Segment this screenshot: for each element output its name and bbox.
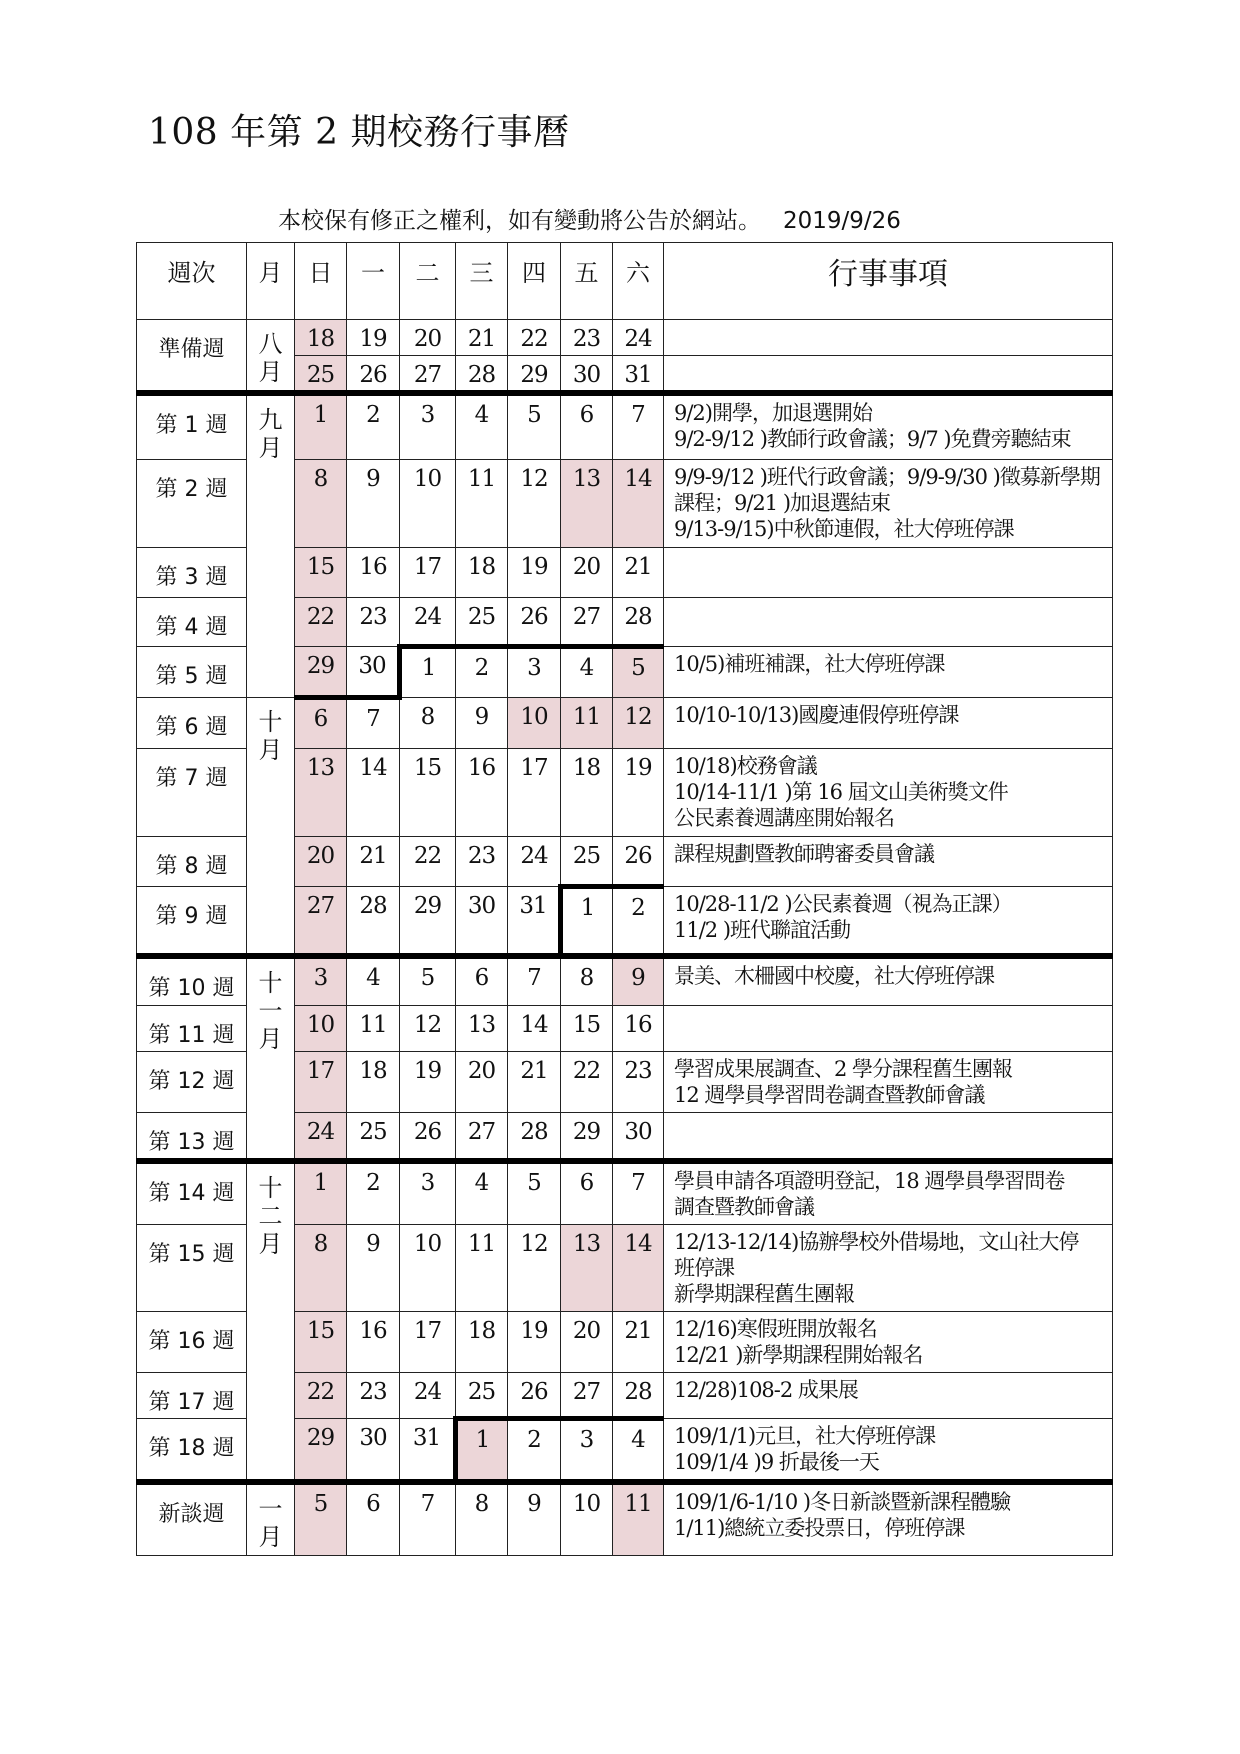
day-cell: 11 [347, 1005, 400, 1052]
header-week: 週次 [137, 243, 247, 320]
event-line: 新學期課程舊生團報 [674, 1281, 854, 1306]
day-cell: 20 [400, 320, 456, 356]
events-cell [664, 1005, 1113, 1052]
day-cell: 18 [347, 1052, 400, 1112]
day-cell: 3 [400, 393, 456, 460]
day-cell: 8 [561, 956, 613, 1005]
day-cell: 31 [613, 355, 664, 393]
day-cell: 21 [347, 836, 400, 886]
notice-line [278, 202, 901, 235]
day-cell: 14 [613, 460, 664, 548]
day-cell: 30 [456, 886, 508, 956]
events-cell [664, 320, 1113, 356]
day-cell: 7 [347, 698, 400, 749]
day-cell: 9 [613, 956, 664, 1005]
events-cell [664, 647, 1113, 698]
event-line: 11/2 )班代聯誼活動 [674, 917, 851, 942]
week-label: 第 6 週 [137, 698, 247, 749]
day-cell: 14 [613, 1224, 664, 1312]
event-line: 9/2)開學，加退選開始 [674, 401, 872, 426]
day-cell: 7 [613, 393, 664, 460]
day-cell: 10 [400, 1224, 456, 1312]
week-label: 第 10 週 [137, 956, 247, 1005]
day-cell: 2 [508, 1419, 561, 1482]
header-month: 月 [247, 243, 295, 320]
week-label: 第 16 週 [137, 1312, 247, 1372]
week-row [137, 1161, 1113, 1224]
day-cell: 9 [456, 698, 508, 749]
day-cell: 23 [561, 320, 613, 356]
event-line: 109/1/4 )9 折最後一天 [674, 1450, 879, 1475]
day-cell: 18 [295, 320, 347, 356]
week-row [137, 393, 1113, 460]
day-cell: 3 [561, 1419, 613, 1482]
header-sun: 日 [295, 243, 347, 320]
day-cell: 1 [295, 393, 347, 460]
day-cell: 18 [456, 548, 508, 598]
day-cell: 16 [613, 1005, 664, 1052]
day-cell: 10 [400, 460, 456, 548]
day-cell: 3 [508, 647, 561, 698]
week-label: 第 1 週 [137, 393, 247, 460]
day-cell: 28 [347, 886, 400, 956]
day-cell: 21 [508, 1052, 561, 1112]
header-tue: 二 [400, 243, 456, 320]
day-cell: 25 [295, 355, 347, 393]
day-cell: 11 [456, 460, 508, 548]
day-cell: 30 [347, 1419, 400, 1482]
week-label: 第 13 週 [137, 1112, 247, 1161]
event-line: 景美、木柵國中校慶，社大停班停課 [674, 963, 994, 988]
week-row [137, 956, 1113, 1005]
event-line: 9/13-9/15)中秋節連假，社大停班停課 [674, 517, 1014, 542]
month-label: 十 月 [247, 698, 295, 956]
month-label: 一 月 [247, 1482, 295, 1556]
day-cell: 12 [400, 1005, 456, 1052]
day-cell: 26 [508, 1372, 561, 1419]
day-cell: 29 [508, 355, 561, 393]
day-cell: 2 [456, 647, 508, 698]
month-label: 十 二 月 [247, 1161, 295, 1482]
day-cell: 17 [295, 1052, 347, 1112]
day-cell: 5 [508, 393, 561, 460]
events-cell [664, 698, 1113, 749]
header-mon: 一 [347, 243, 400, 320]
day-cell: 4 [613, 1419, 664, 1482]
day-cell: 21 [456, 320, 508, 356]
events-cell [664, 1052, 1113, 1112]
week-label: 第 5 週 [137, 647, 247, 698]
event-line: 12/28)108-2 成果展 [674, 1377, 858, 1402]
month-label: 九 月 [247, 393, 295, 698]
day-cell: 26 [347, 355, 400, 393]
events-cell [664, 1224, 1113, 1312]
event-line: 9/9-9/12 )班代行政會議；9/9-9/30 )徵募新學期 [674, 465, 1100, 490]
page-title: 108 年第 2 期校務行事曆 [148, 112, 570, 153]
day-cell: 28 [456, 355, 508, 393]
event-line: 調查暨教師會議 [674, 1195, 814, 1220]
event-line: 12/13-12/14)協辦學校外借場地，文山社大停 [674, 1229, 1079, 1254]
day-cell: 7 [400, 1482, 456, 1556]
day-cell: 1 [456, 1419, 508, 1482]
day-cell: 22 [295, 1372, 347, 1419]
day-cell: 24 [400, 1372, 456, 1419]
day-cell: 19 [613, 749, 664, 837]
day-cell: 1 [400, 647, 456, 698]
events-cell [664, 1112, 1113, 1161]
day-cell: 10 [295, 1005, 347, 1052]
week-label: 第 8 週 [137, 836, 247, 886]
revision-date: 2019/9/26 [783, 208, 901, 234]
day-cell: 29 [400, 886, 456, 956]
day-cell: 27 [400, 355, 456, 393]
day-cell: 16 [347, 548, 400, 598]
event-line: 課程規劃暨教師聘審委員會議 [674, 841, 934, 866]
day-cell: 26 [400, 1112, 456, 1161]
day-cell: 12 [613, 698, 664, 749]
week-label: 第 9 週 [137, 886, 247, 956]
day-cell: 4 [456, 1161, 508, 1224]
day-cell: 25 [456, 1372, 508, 1419]
day-cell: 10 [561, 1482, 613, 1556]
day-cell: 3 [400, 1161, 456, 1224]
event-line: 12 週學員學習問卷調查暨教師會議 [674, 1083, 985, 1108]
events-cell [664, 597, 1113, 647]
day-cell: 31 [508, 886, 561, 956]
week-label: 準備週 [137, 320, 247, 394]
day-cell: 25 [347, 1112, 400, 1161]
day-cell: 19 [508, 1312, 561, 1372]
day-cell: 27 [295, 886, 347, 956]
day-cell: 15 [400, 749, 456, 837]
day-cell: 6 [295, 698, 347, 749]
day-cell: 6 [347, 1482, 400, 1556]
event-line: 10/18)校務會議 [674, 754, 817, 779]
day-cell: 27 [456, 1112, 508, 1161]
day-cell: 23 [456, 836, 508, 886]
day-cell: 13 [295, 749, 347, 837]
event-line: 109/1/6-1/10 )冬日新談暨新課程體驗 [674, 1489, 1011, 1514]
day-cell: 22 [561, 1052, 613, 1112]
day-cell: 12 [508, 1224, 561, 1312]
day-cell: 15 [561, 1005, 613, 1052]
day-cell: 4 [347, 956, 400, 1005]
day-cell: 19 [400, 1052, 456, 1112]
events-cell [664, 886, 1113, 956]
notice-text: 本校保有修正之權利，如有變動將公告於網站。 [278, 208, 761, 234]
event-line: 班停課 [674, 1255, 734, 1280]
header-sat: 六 [613, 243, 664, 320]
day-cell: 13 [561, 460, 613, 548]
day-cell: 2 [613, 886, 664, 956]
day-cell: 22 [400, 836, 456, 886]
day-cell: 7 [613, 1161, 664, 1224]
day-cell: 30 [561, 355, 613, 393]
day-cell: 17 [400, 1312, 456, 1372]
event-line: 9/2-9/12 )教師行政會議；9/7 )免費旁聽結束 [674, 427, 1071, 452]
day-cell: 6 [561, 393, 613, 460]
day-cell: 28 [508, 1112, 561, 1161]
day-cell: 24 [613, 320, 664, 356]
event-line: 10/5)補班補課，社大停班停課 [674, 652, 945, 677]
day-cell: 6 [561, 1161, 613, 1224]
day-cell: 18 [561, 749, 613, 837]
week-label: 第 17 週 [137, 1372, 247, 1419]
day-cell: 25 [561, 836, 613, 886]
header-events: 行事事項 [664, 243, 1113, 320]
event-line: 12/21 )新學期課程開始報名 [674, 1343, 923, 1368]
day-cell: 5 [613, 647, 664, 698]
day-cell: 2 [347, 1161, 400, 1224]
day-cell: 8 [295, 1224, 347, 1312]
events-cell [664, 393, 1113, 460]
day-cell: 16 [347, 1312, 400, 1372]
day-cell: 14 [347, 749, 400, 837]
day-cell: 4 [561, 647, 613, 698]
day-cell: 8 [295, 460, 347, 548]
week-label: 第 2 週 [137, 460, 247, 548]
week-row [137, 698, 1113, 749]
event-line: 學員申請各項證明登記，18 週學員學習問卷 [674, 1169, 1065, 1194]
day-cell: 12 [508, 460, 561, 548]
event-line: 12/16)寒假班開放報名 [674, 1317, 877, 1342]
day-cell: 8 [456, 1482, 508, 1556]
event-line: 公民素養週講座開始報名 [674, 806, 894, 831]
day-cell: 26 [613, 836, 664, 886]
week-label: 新談週 [137, 1482, 247, 1556]
day-cell: 30 [613, 1112, 664, 1161]
events-cell [664, 836, 1113, 886]
day-cell: 20 [295, 836, 347, 886]
day-cell: 27 [561, 1372, 613, 1419]
day-cell: 16 [456, 749, 508, 837]
day-cell: 9 [347, 1224, 400, 1312]
day-cell: 29 [561, 1112, 613, 1161]
day-cell: 17 [400, 548, 456, 598]
day-cell: 20 [561, 1312, 613, 1372]
week-row [137, 320, 1113, 356]
header-row [137, 243, 1113, 320]
day-cell: 17 [508, 749, 561, 837]
day-cell: 23 [347, 1372, 400, 1419]
day-cell: 3 [295, 956, 347, 1005]
events-cell [664, 548, 1113, 598]
event-line: 10/14-11/1 )第 16 屆文山美術獎文件 [674, 780, 1008, 805]
day-cell: 11 [561, 698, 613, 749]
day-cell: 15 [295, 1312, 347, 1372]
events-cell [664, 1482, 1113, 1556]
day-cell: 10 [508, 698, 561, 749]
week-label: 第 3 週 [137, 548, 247, 598]
header-thu: 四 [508, 243, 561, 320]
event-line: 109/1/1)元旦，社大停班停課 [674, 1424, 936, 1449]
day-cell: 26 [508, 597, 561, 647]
calendar-table [136, 242, 1113, 1556]
events-cell [664, 1372, 1113, 1419]
event-line: 10/10-10/13)國慶連假停班停課 [674, 703, 959, 728]
day-cell: 13 [561, 1224, 613, 1312]
day-cell: 5 [400, 956, 456, 1005]
event-line: 1/11)總統立委投票日，停班停課 [674, 1515, 965, 1540]
day-cell: 30 [347, 647, 400, 698]
day-cell: 1 [295, 1161, 347, 1224]
day-cell: 22 [508, 320, 561, 356]
events-cell [664, 1419, 1113, 1482]
day-cell: 20 [456, 1052, 508, 1112]
day-cell: 15 [295, 548, 347, 598]
day-cell: 24 [400, 597, 456, 647]
events-cell [664, 749, 1113, 837]
week-label: 第 7 週 [137, 749, 247, 837]
month-label: 十 一 月 [247, 956, 295, 1161]
day-cell: 25 [456, 597, 508, 647]
day-cell: 23 [613, 1052, 664, 1112]
day-cell: 9 [347, 460, 400, 548]
day-cell: 20 [561, 548, 613, 598]
header-fri: 五 [561, 243, 613, 320]
day-cell: 9 [508, 1482, 561, 1556]
week-label: 第 14 週 [137, 1161, 247, 1224]
day-cell: 19 [508, 548, 561, 598]
day-cell: 24 [508, 836, 561, 886]
day-cell: 28 [613, 597, 664, 647]
day-cell: 28 [613, 1372, 664, 1419]
week-label: 第 11 週 [137, 1005, 247, 1052]
week-label: 第 4 週 [137, 597, 247, 647]
day-cell: 8 [400, 698, 456, 749]
month-label: 八 月 [247, 320, 295, 394]
day-cell: 31 [400, 1419, 456, 1482]
event-line: 課程；9/21 )加退選結束 [674, 491, 891, 516]
day-cell: 4 [456, 393, 508, 460]
events-cell [664, 956, 1113, 1005]
day-cell: 29 [295, 1419, 347, 1482]
day-cell: 2 [347, 393, 400, 460]
day-cell: 11 [456, 1224, 508, 1312]
day-cell: 22 [295, 597, 347, 647]
day-cell: 27 [561, 597, 613, 647]
header-wed: 三 [456, 243, 508, 320]
events-cell [664, 355, 1113, 393]
week-row [137, 1482, 1113, 1556]
day-cell: 11 [613, 1482, 664, 1556]
day-cell: 29 [295, 647, 347, 698]
day-cell: 13 [456, 1005, 508, 1052]
day-cell: 24 [295, 1112, 347, 1161]
day-cell: 21 [613, 1312, 664, 1372]
day-cell: 21 [613, 548, 664, 598]
day-cell: 1 [561, 886, 613, 956]
day-cell: 14 [508, 1005, 561, 1052]
week-label: 第 18 週 [137, 1419, 247, 1482]
day-cell: 6 [456, 956, 508, 1005]
event-line: 10/28-11/2 )公民素養週（視為正課） [674, 891, 1012, 916]
day-cell: 23 [347, 597, 400, 647]
events-cell [664, 1161, 1113, 1224]
week-label: 第 12 週 [137, 1052, 247, 1112]
events-cell [664, 460, 1113, 548]
events-cell [664, 1312, 1113, 1372]
day-cell: 5 [508, 1161, 561, 1224]
day-cell: 5 [295, 1482, 347, 1556]
week-label: 第 15 週 [137, 1224, 247, 1312]
day-cell: 18 [456, 1312, 508, 1372]
day-cell: 19 [347, 320, 400, 356]
event-line: 學習成果展調查、2 學分課程舊生團報 [674, 1057, 1013, 1082]
day-cell: 7 [508, 956, 561, 1005]
